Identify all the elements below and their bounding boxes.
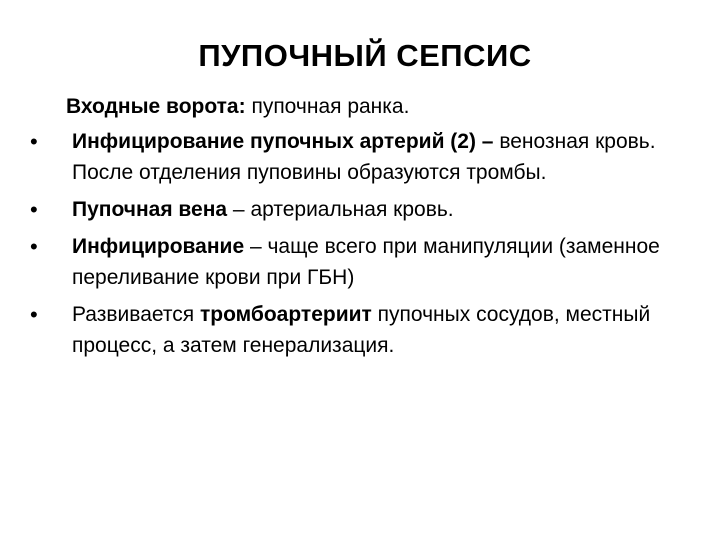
bullet-text: пупочных сосудов, местный процесс, а затем генерализация. [72, 303, 651, 357]
bullet-marker: • [30, 302, 38, 327]
bullet-item [26, 194, 676, 225]
bullet-pre-text: Развивается [72, 303, 200, 326]
bullet-bold: Пупочная вена [72, 198, 228, 221]
bullet-list [26, 126, 676, 367]
bullet-marker: • [30, 234, 38, 259]
bullet-marker: • [30, 129, 38, 154]
intro-text: пупочная ранка. [245, 95, 410, 118]
slide-title: ПУПОЧНЫЙ СЕПСИС [198, 38, 532, 73]
bullet-item [26, 231, 676, 293]
intro-line [66, 92, 409, 122]
bullet-item [26, 299, 676, 361]
bullet-text: венозная кровь. После отделения пуповины образуются тромбы. [72, 130, 656, 184]
bullet-text: – артериальная кровь. [227, 198, 454, 221]
bullet-marker: • [30, 197, 38, 222]
bullet-bold: Инфицирование [72, 235, 245, 258]
bullet-bold: Инфицирование пупочных артерий (2) – [72, 130, 494, 153]
bullet-text: – чаще всего при манипуляции (заменное переливание крови при ГБН) [72, 235, 660, 289]
bullet-item [26, 126, 676, 188]
bullet-bold: тромбоартериит [199, 303, 372, 326]
intro-label: Входные ворота: [66, 95, 246, 118]
